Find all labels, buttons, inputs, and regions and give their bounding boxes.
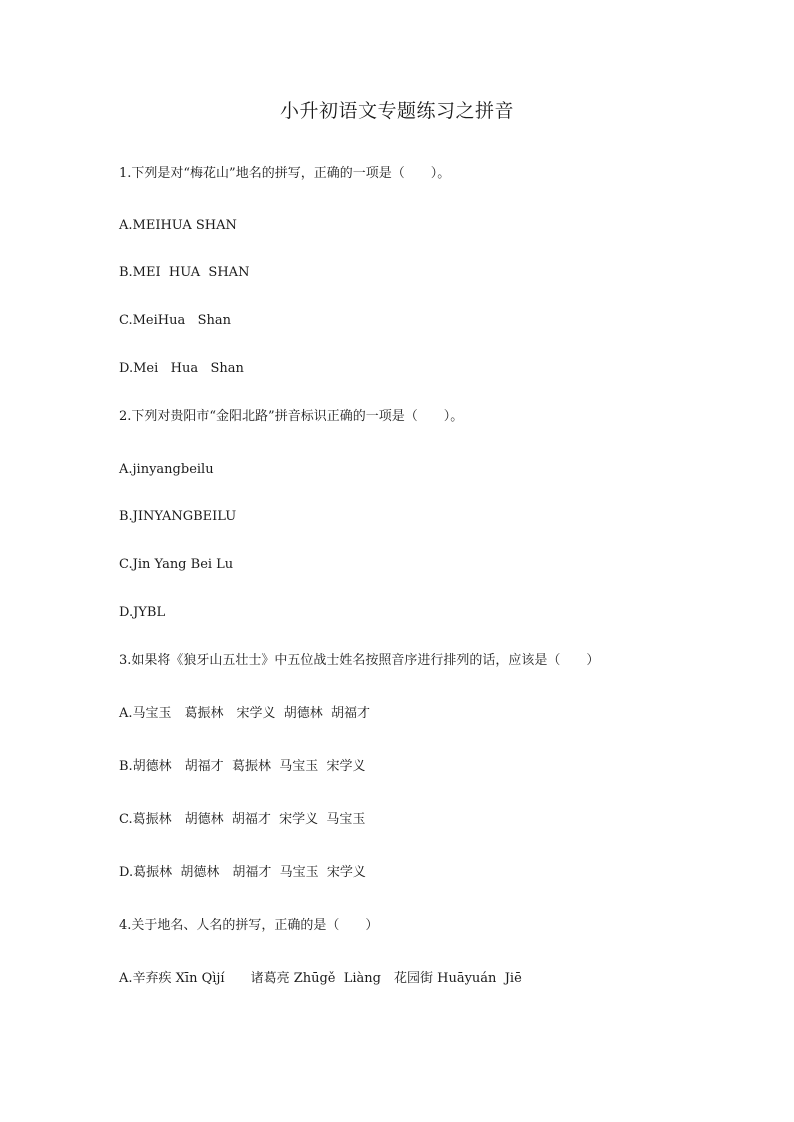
question-2-option-d: D.JYBL	[119, 605, 166, 620]
question-3-option-b: B.胡德林 胡福才 葛振林 马宝玉 宋学义	[119, 759, 366, 774]
page-title: 小升初语文专题练习之拼音	[279, 100, 514, 122]
question-3-option-d: D.葛振林 胡德林 胡福才 马宝玉 宋学义	[119, 865, 366, 880]
question-3-option-a: A.马宝玉 葛振林 宋学义 胡德林 胡福才	[119, 706, 371, 721]
question-1-option-d: D.Mei Hua Shan	[119, 361, 244, 376]
question-2-option-c: C.Jin Yang Bei Lu	[119, 557, 234, 572]
question-2-stem: 2.下列对贵阳市“金阳北路”拼音标识正确的一项是（ ）。	[119, 409, 464, 424]
question-1-option-c: C.MeiHua Shan	[119, 313, 232, 328]
question-1-option-b: B.MEI HUA SHAN	[119, 265, 250, 280]
question-4-option-a: A.辛弃疾 Xīn Qìjí 诸葛亮 Zhūgě Liàng 花园街 Huāyuán Jiē	[119, 971, 522, 986]
question-1-stem: 1.下列是对“梅花山”地名的拼写，正确的一项是（ ）。	[119, 166, 451, 181]
question-2-option-b: B.JINYANGBEILU	[119, 509, 237, 524]
question-3-option-c: C.葛振林 胡德林 胡福才 宋学义 马宝玉	[119, 812, 366, 827]
question-1-option-a: A.MEIHUA SHAN	[119, 218, 237, 233]
question-2-option-a: A.jinyangbeilu	[119, 462, 214, 477]
question-3-stem: 3.如果将《狼牙山五壮士》中五位战士姓名按照音序进行排列的话，应该是（ ）	[119, 653, 600, 668]
question-4-stem: 4.关于地名、人名的拼写，正确的是（ ）	[119, 918, 379, 933]
